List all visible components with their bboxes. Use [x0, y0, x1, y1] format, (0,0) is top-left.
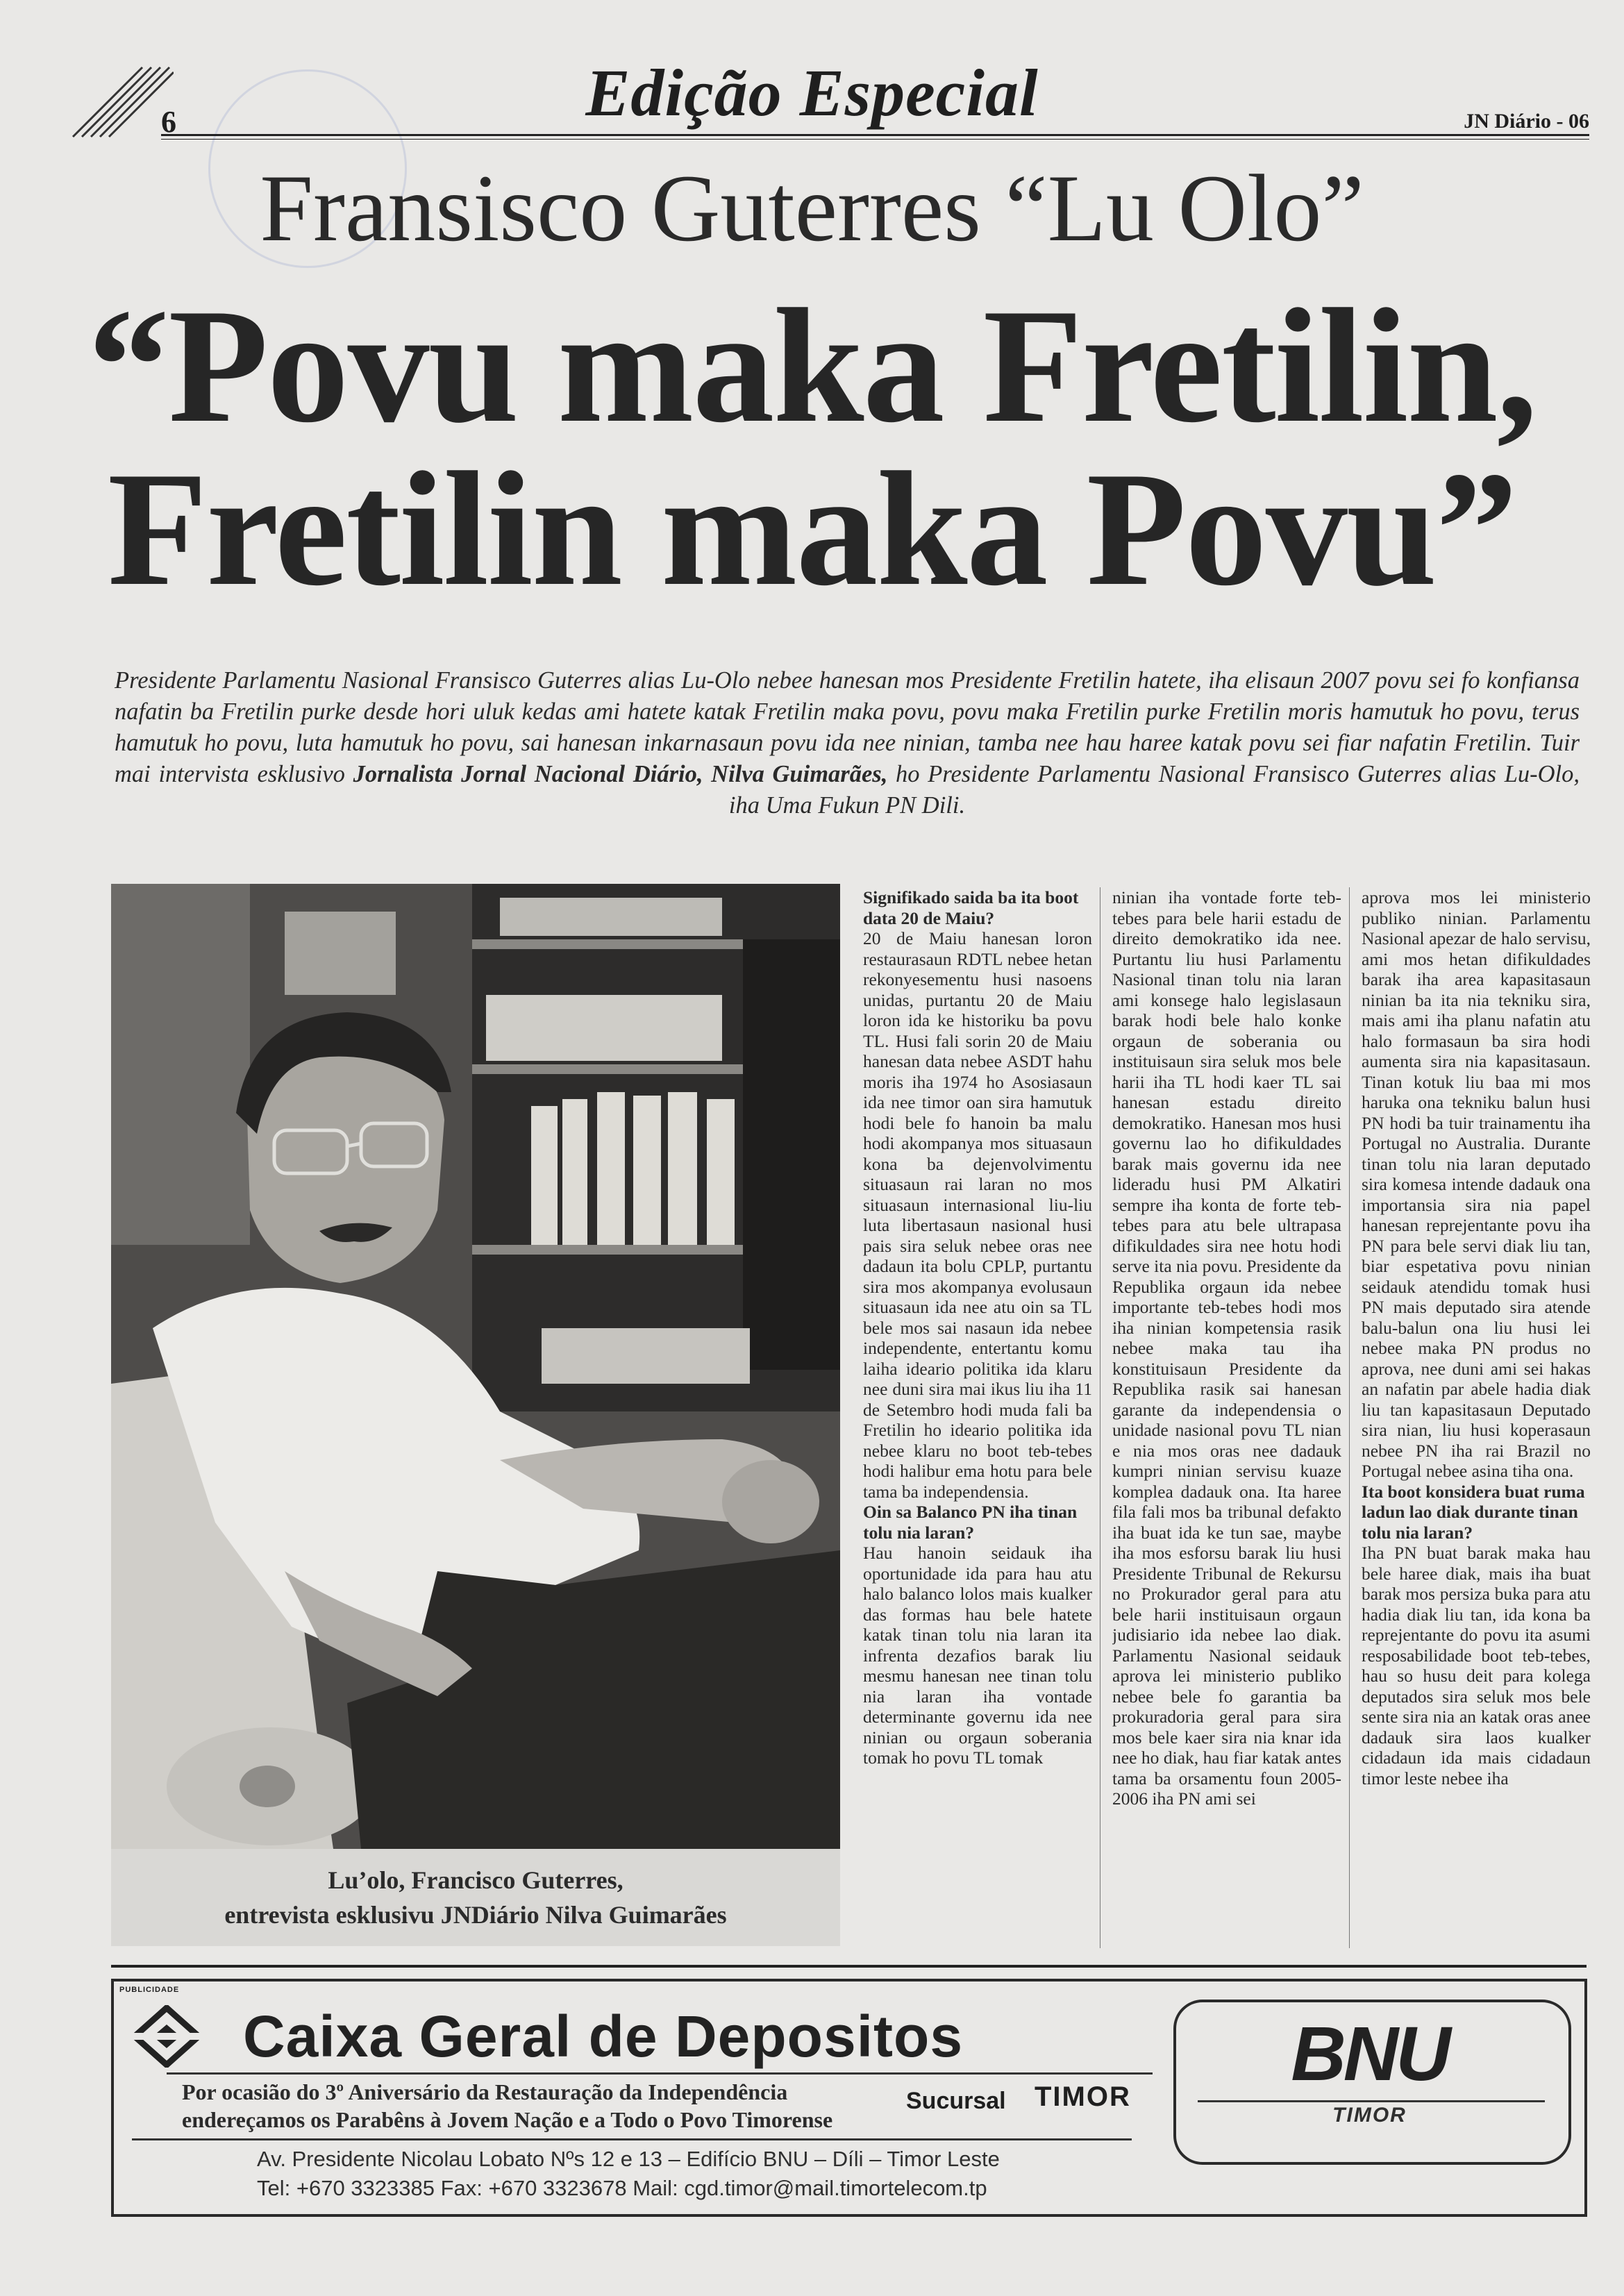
intro-journalist: Jornalista Jornal Nacional Diário, Nilva Guimarães, [353, 761, 888, 787]
question-2: Oin sa Balanco PN iha tinan tolu nia laran? [863, 1502, 1078, 1543]
headline-line-1: “Povu maka Fretilin, [87, 276, 1537, 457]
article-column-1 [863, 887, 1092, 1950]
ad-message-line-1: Por ocasião do 3º Aniversário da Restauração da Independência [182, 2079, 788, 2104]
headline-line-2: Fretilin maka Povu” [107, 439, 1517, 620]
page-number: 6 [161, 105, 176, 139]
article-column-3 [1362, 887, 1591, 1950]
answer-2-part-1: Hau hanoin seidauk iha oportunidade ida para hau atu halo balanco lolos mais kualker das formas hau bele hatete katak tinan tolu nia laran ita infrenta dezafios barak liu mesmu hanesan nee tinan tolu nia laran iha vontade determinante governu ida nee ninian ou orgaun soberania tomak ho povu TL tomak [863, 1543, 1092, 1768]
caption-line-1: Lu’olo, Francisco Guterres, [328, 1866, 623, 1894]
intro-text: Presidente Parlamentu Nasional Fransisco Guterres alias Lu-Olo nebee hanesan mos Presidente Fretilin hatete, iha elisaun 2007 povu sei fo konfiansa nafatin ba Fretilin purke desde hori uluk kedas ami hatete katak Fretilin maka povu, povu maka Fretilin purke Fretilin moris hamutuk ho povu, terus hamutuk ho povu, luta hamutuk ho povu, sai hanesan inkarnasaun povu ida nee ninian, tamba nee hau haree katak povu sei fiar nafatin Fretilin. Tuir mai intervista esklusivo [115, 667, 1580, 787]
bnu-subtitle: TIMOR [1332, 2104, 1407, 2127]
ad-separator-rule [111, 1965, 1587, 1968]
intro-end: ho Presidente Parlamentu Nasional Fransisco Guterres alias Lu-Olo, iha Uma Fukun PN Dili. [728, 761, 1580, 819]
branch-country: TIMOR [1035, 2081, 1131, 2112]
bank-name: Caixa Geral de Depositos [243, 2004, 964, 2069]
article-column-2 [1112, 887, 1341, 1950]
interviewee-name: Fransisco Guterres “Lu Olo” [260, 155, 1364, 261]
answer-2-part-3: aprova mos lei ministerio publiko ninian. Parlamentu Nasional apezar de halo servisu, ami mos hetan difikuldades barak iha area kapasitasaun ninian ba ita nia tekniku sira, mais ami iha planu nafatin atu halo formasaun ba sira hodi aumenta sira nia kapasitasaun. Tinan kotuk liu baa mi mos haruka ona tekniku balun husi PN hodi ba tuir trainamentu iha Portugal no Australia. Durante tinan tolu nia laran deputado sira komesa intende dadauk ona importansia sira nia papel hanesan reprejentante povu iha PN para bele servi diak liu tan, biar espetativa povu ninian seidauk atendidu tomak husi PN mais deputado sira atende balu-balun ona liu husi lei nebee maka PN produs no aprova, nee duni ami sei hakas an nafatin par abele hadia diak liu tan kapasitasaun Deputado sira nian, liu husi koperasaun nebee PN iha rai Brazil no Portugal nebee asina tiha ona. [1362, 887, 1591, 1481]
article-intro [115, 665, 1580, 821]
bank-contacts: Tel: +670 3323385 Fax: +670 3323678 Mail: cgd.timor@mail.timortelecom.tp [257, 2176, 987, 2200]
answer-1: 20 de Maiu hanesan loron restaurasaun RDTL nebee hetan rekonyesementu husi nasoens unidas, purtantu 20 de Maiu loron ida ke historiku ba povu TL. Husi fali sorin 20 de Maiu hanesan data nebee ASDT hahu moris iha 1974 ho Asosiasaun ida nee timor oan sira hamutuk hodi bele fo hanoin ba malu hodi akompanya mos situasaun kona ba dejenvolvimentu situasaun rai laran no mos situasaun internasional liu-liu luta libertasaun nasional husi pais sira seluk nebee oras nee dadaun ita bolu CPLP, purtantu sira mos akompanya evolusaun situasaun ida nee atu oin sa TL bele mos sai nasaun ida nebee independente, entertantu komu laiha ideario politika ida klaru nee duni sira mai ikus liu iha 11 de Setembro hodi muda fali ba Fretilin ho ideario politika ida nebee klaru no boot teb-tebes hodi halibur ema hotu para bele tama ba independensia. [863, 928, 1092, 1502]
question-3: Ita boot konsidera buat ruma ladun lao diak durante tinan tolu nia laran? [1362, 1481, 1585, 1543]
question-1: Signifikado saida ba ita boot data 20 de Maiu? [863, 887, 1079, 928]
branch-label: Sucursal [906, 2088, 1006, 2114]
cgd-logo-icon [132, 2005, 201, 2068]
ad-tag: PUBLICIDADE [119, 1986, 180, 1994]
header-rule [161, 139, 1589, 140]
interview-photo [111, 884, 840, 1849]
column-divider [1349, 887, 1350, 1948]
answer-2-part-2: ninian iha vontade forte teb-tebes para bele harii estadu de direito demokratiko ida nee. Purtantu liu husi Parlamentu Nasional tinan tolu nia laran ami konsege halo legislasaun barak hodi bele halo konke orgaun de soberania ou instituisaun sira seluk mos bele harii iha TL hodi kaer TL sai hanesan estadu direito demokratiko. Hanesan mos husi governu lao ho difikuldades barak mais governu ida nee lideradu husi PM Alkatiri sempre iha konta de forte teb-tebes para atu bele ultrapasa difikuldades sira nee hotu hodi serve ita nia povu. Presidente da Republika orgaun ida nebee importante teb-tebes hodi mos iha ninian kompetensia rasik nebee maka tau iha konstituisaun Presidente da Republika rasik sai hanesan garante da independensia o unidade nasional povu TL nian e nia mos oras nee dadauk kumpri ninian servisu kuaze komplea dadauk ona. Ita haree fila fali mos ba tribunal defakto iha buat ida ke tun sae, maybe iha mos esforsu barak liu husi Presidente Tribunal de Rekursu no Prokurador geral para atu bele harii instituisaun orgaun judisiario ida nebee lao diak. Parlamentu Nasional seidauk aprova lei ministerio publiko nebee bele fo garantia ba prokuradoria geral para sira mos bele kaer sira nia knar ida nee ho diak, hau fiar katak antes tama ba orsamentu foun 2005-2006 iha PN ami sei [1112, 887, 1341, 1809]
section-title: Edição Especial [585, 56, 1039, 130]
ad-message [182, 2078, 832, 2134]
ad-message-line-2: endereçamos os Parabêns à Jovem Nação e a Todo o Povo Timorense [182, 2107, 833, 2132]
caption-line-2: entrevista esklusivu JNDiário Nilva Guimarães [224, 1901, 727, 1929]
ad-rule [167, 2072, 1153, 2075]
bank-address: Av. Presidente Nicolau Lobato Nºs 12 e 13 – Edifício BNU – Díli – Timor Leste [257, 2147, 1000, 2171]
bnu-logo-text: BNU [1291, 2011, 1448, 2097]
photo-caption [111, 1863, 840, 1932]
issue-label: JN Diário - 06 [1464, 110, 1589, 133]
answer-3: Iha PN buat barak maka hau bele haree diak, mais iha buat barak mos persiza buka para atu hadia diak liu tan, ida kona ba reprejentante do povu ita asumi resposabilidade boot teb-tebes, hau so husu deit para kolega deputados sira seluk mos bele sente sira nia an katak oras anee dadauk sira laos kualker cidadaun ida mais cidadaun timor leste nebee iha [1362, 1543, 1591, 1788]
bnu-rule [1198, 2100, 1545, 2102]
header-rule [161, 134, 1589, 136]
ad-rule [132, 2138, 1132, 2140]
